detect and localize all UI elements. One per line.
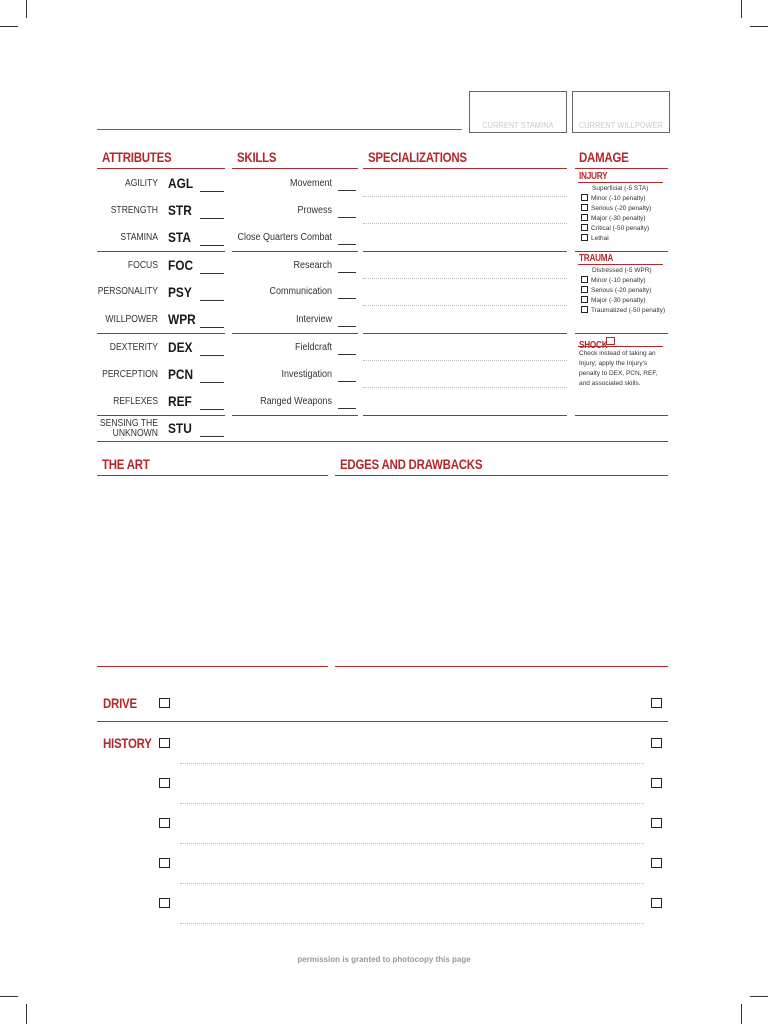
skill-value-field[interactable] [338, 326, 356, 327]
injury-item[interactable]: Major (-30 penalty) [581, 214, 651, 224]
damage-rule [575, 168, 668, 169]
shock-checkbox[interactable] [606, 337, 615, 345]
attribute-abbr: PSY [168, 284, 192, 300]
history-checkbox-right[interactable] [651, 738, 662, 748]
checkbox-icon[interactable] [581, 224, 588, 231]
specialization-line[interactable] [363, 196, 567, 197]
skill-name: Communication [269, 286, 332, 297]
checkbox-icon[interactable] [581, 194, 588, 201]
attribute-name: PERCEPTION [102, 369, 158, 380]
the-art-bottom-rule [97, 666, 328, 667]
drive-checkbox-left[interactable] [159, 698, 170, 708]
skill-value-field[interactable] [338, 354, 356, 355]
crop-mark-bl-h [0, 996, 18, 997]
edges-heading: EDGES AND DRAWBACKS [340, 456, 483, 472]
shock-description: Check instead of taking an Injury; apply the Injury's penalty to DEX, PCN, REF, and associated skills. [579, 350, 658, 387]
shock-rule [578, 346, 663, 347]
injury-list [581, 184, 651, 244]
attribute-name: SENSING THE UNKNOWN [99, 418, 158, 439]
footer-note: permission is granted to photocopy this page [297, 955, 471, 964]
specialization-line[interactable] [363, 387, 567, 388]
the-art-heading: THE ART [102, 456, 150, 472]
checkbox-icon[interactable] [581, 296, 588, 303]
attribute-name: STRENGTH [110, 205, 158, 216]
crop-mark-tr-h [750, 26, 768, 27]
damage-group-rule [575, 415, 668, 416]
injury-superficial: Superficial (-5 STA) [592, 185, 649, 192]
attribute-name: REFLEXES [113, 396, 158, 407]
checkbox-icon[interactable] [581, 286, 588, 293]
checkbox-icon[interactable] [581, 234, 588, 241]
skill-value-field[interactable] [338, 217, 356, 218]
trauma-list [581, 266, 665, 316]
edges-bottom-rule [335, 666, 668, 667]
specialization-rule [363, 333, 567, 334]
the-art-rule [97, 475, 328, 476]
attribute-abbr: STA [168, 229, 191, 245]
history-checkbox-left[interactable] [159, 898, 170, 908]
edges-rule [335, 475, 668, 476]
skill-name: Fieldcraft [294, 342, 332, 353]
attribute-abbr: REF [168, 393, 192, 409]
skill-name: Prowess [297, 205, 332, 216]
skill-value-field[interactable] [338, 408, 356, 409]
top-block-bottom-rule [97, 441, 668, 442]
specialization-line[interactable] [363, 223, 567, 224]
the-art-field[interactable] [97, 478, 328, 665]
history-checkbox-right[interactable] [651, 778, 662, 788]
attribute-name: DEXTERITY [109, 342, 158, 353]
attribute-abbr: PCN [168, 366, 194, 382]
skill-value-field[interactable] [338, 298, 356, 299]
attributes-heading: ATTRIBUTES [102, 149, 172, 165]
injury-item[interactable]: Serious (-20 penalty) [581, 204, 651, 214]
history-line[interactable] [180, 883, 644, 884]
injury-item[interactable]: Lethal [581, 234, 651, 244]
current-willpower-box[interactable] [572, 91, 670, 133]
attribute-name: STAMINA [120, 232, 158, 243]
attribute-abbr: WPR [168, 311, 196, 327]
skill-name: Ranged Weapons [260, 396, 332, 407]
history-checkbox-right[interactable] [651, 818, 662, 828]
specializations-heading: SPECIALIZATIONS [368, 149, 467, 165]
skills-heading: SKILLS [237, 149, 277, 165]
attribute-abbr: AGL [168, 175, 194, 191]
trauma-rule [578, 264, 663, 265]
skill-name: Investigation [281, 369, 332, 380]
checkbox-icon[interactable] [581, 306, 588, 313]
trauma-item[interactable]: Serious (-20 penalty) [581, 286, 665, 296]
history-line[interactable] [180, 803, 644, 804]
trauma-title: TRAUMA [579, 253, 614, 264]
attribute-abbr: FOC [168, 257, 194, 273]
skill-value-field[interactable] [338, 190, 356, 191]
current-stamina-label: CURRENT STAMINA [482, 121, 554, 130]
crop-mark-bl-v [26, 1004, 27, 1024]
trauma-distressed: Distressed (-5 WPR) [592, 267, 652, 274]
trauma-item[interactable]: Minor (-10 penalty) [581, 276, 665, 286]
skills-group-rule [232, 415, 358, 416]
history-checkbox-left[interactable] [159, 778, 170, 788]
trauma-item[interactable]: Major (-30 penalty) [581, 296, 665, 306]
skill-name: Research [293, 260, 332, 271]
specializations-rule [363, 168, 567, 169]
specialization-rule [363, 415, 567, 416]
drive-heading: DRIVE [103, 695, 137, 711]
attribute-abbr: STU [168, 420, 192, 436]
damage-group-rule [575, 251, 668, 252]
skill-name: Close Quarters Combat [237, 232, 332, 243]
history-checkbox-left[interactable] [159, 858, 170, 868]
skills-list [0, 0, 360, 450]
edges-field[interactable] [335, 478, 668, 665]
attribute-name: AGILITY [125, 178, 158, 189]
history-checkbox-right[interactable] [651, 898, 662, 908]
specialization-line[interactable] [363, 360, 567, 361]
history-line[interactable] [180, 843, 644, 844]
injury-rule [578, 182, 663, 183]
specialization-line[interactable] [363, 305, 567, 306]
skills-group-rule [232, 333, 358, 334]
attribute-name: PERSONALITY [97, 286, 158, 297]
current-willpower-label: CURRENT WILLPOWER [578, 121, 664, 130]
injury-item[interactable]: Minor (-10 penalty) [581, 194, 651, 204]
crop-mark-br-h [750, 996, 768, 997]
checkbox-icon[interactable] [581, 214, 588, 221]
history-line[interactable] [180, 763, 644, 764]
skill-value-field[interactable] [338, 272, 356, 273]
injury-item[interactable]: Critical (-50 penalty) [581, 224, 651, 234]
current-stamina-box[interactable] [469, 91, 567, 133]
specialization-line[interactable] [363, 278, 567, 279]
skill-name: Interview [295, 314, 332, 325]
damage-heading: DAMAGE [579, 149, 629, 165]
checkbox-icon[interactable] [581, 276, 588, 283]
attribute-abbr: DEX [168, 339, 193, 355]
history-checkbox-left[interactable] [159, 738, 170, 748]
injury-title: INJURY [579, 171, 608, 182]
skill-name: Movement [289, 178, 332, 189]
history-checkbox-right[interactable] [651, 858, 662, 868]
trauma-item[interactable]: Traumatized (-50 penalty) [581, 306, 665, 316]
history-checkbox-left[interactable] [159, 818, 170, 828]
damage-group-rule [575, 333, 668, 334]
attribute-abbr: STR [168, 202, 192, 218]
checkbox-icon[interactable] [581, 204, 588, 211]
drive-rule [97, 721, 668, 722]
skill-value-field[interactable] [338, 381, 356, 382]
attribute-name: WILLPOWER [105, 314, 158, 325]
crop-mark-br-v [741, 1004, 742, 1024]
history-line[interactable] [180, 923, 644, 924]
crop-mark-tr-v [741, 0, 742, 18]
skills-group-rule [232, 251, 358, 252]
skill-value-field[interactable] [338, 244, 356, 245]
history-heading: HISTORY [103, 735, 152, 751]
drive-checkbox-right[interactable] [651, 698, 662, 708]
specialization-rule [363, 251, 567, 252]
attribute-name: FOCUS [127, 260, 158, 271]
